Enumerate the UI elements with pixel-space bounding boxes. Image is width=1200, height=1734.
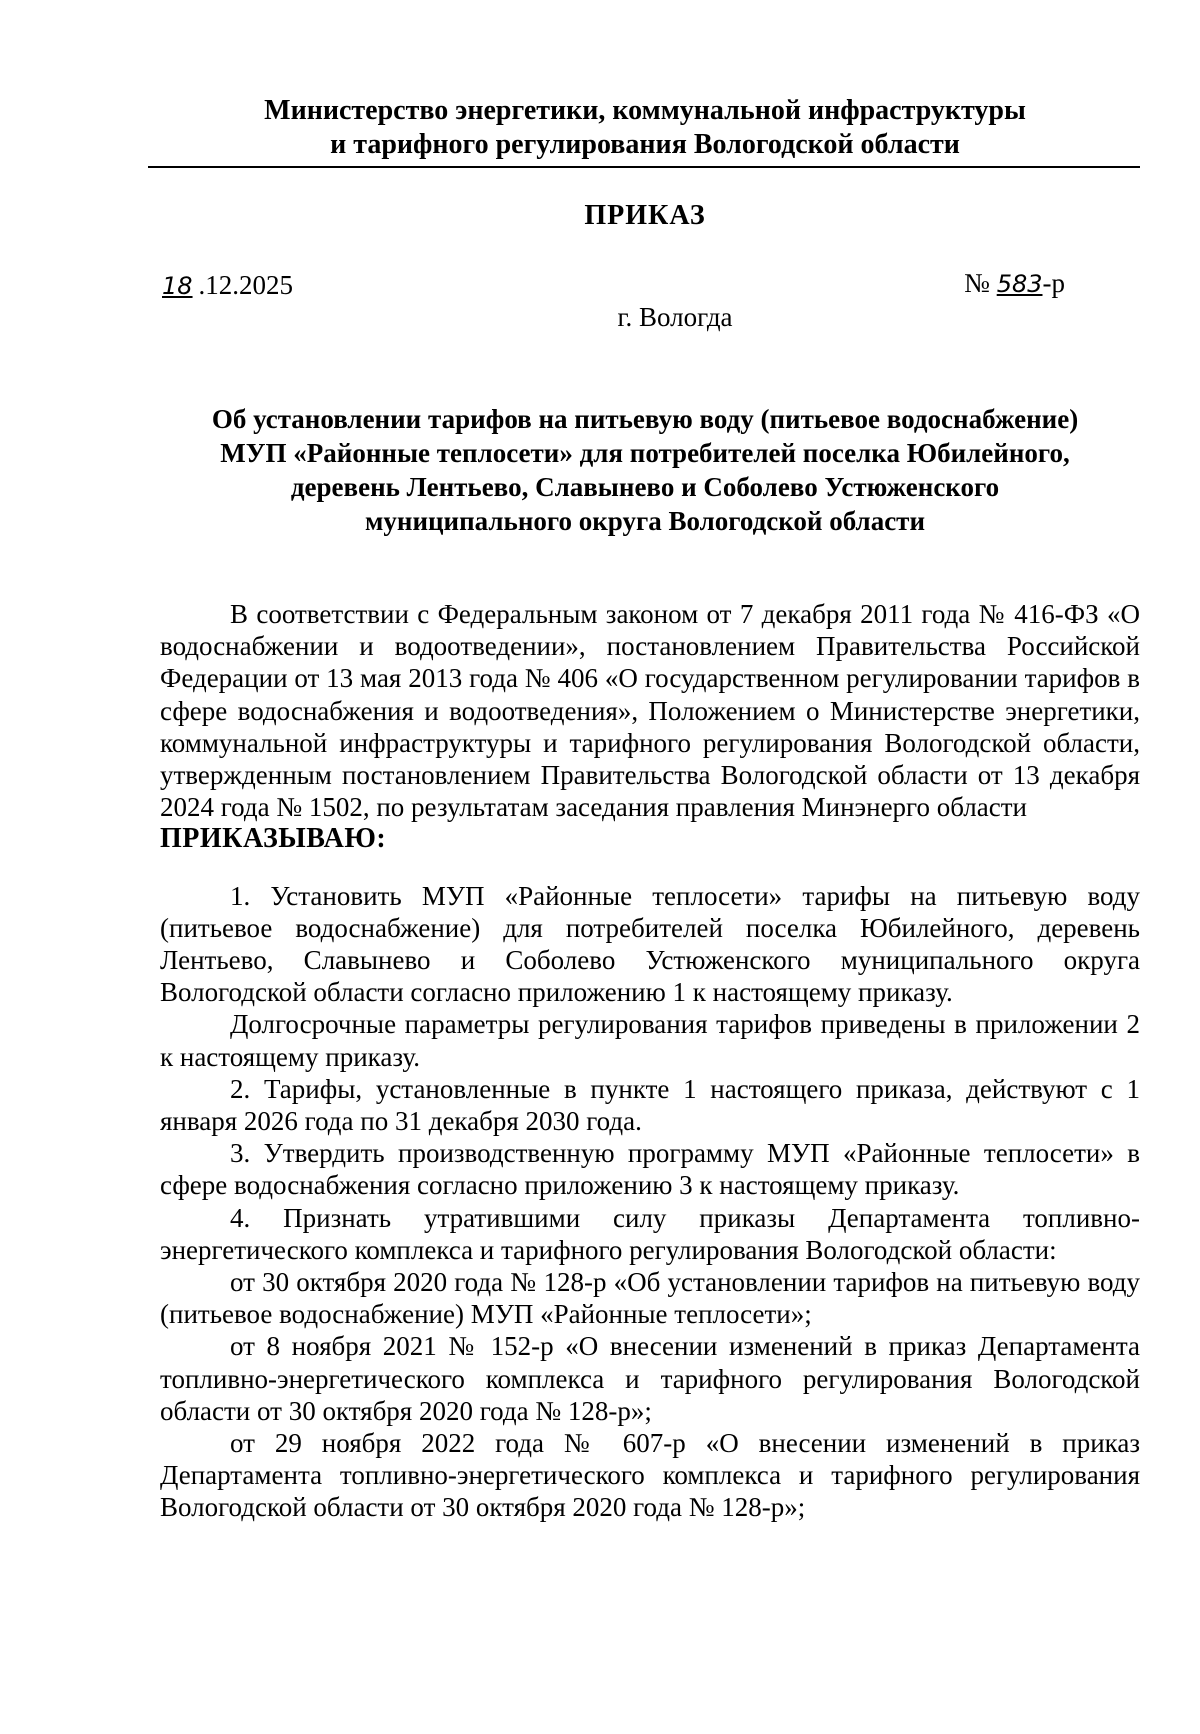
order-title-line: МУП «Районные теплосети» для потребителей поселка Юбилейного, bbox=[220, 438, 1070, 468]
order-paragraph: 1. Установить МУП «Районные теплосети» тарифы на питьевую воду (питьевое водоснабжение) для потребителей поселка Юбилейного, деревень Лентьево, Славынево и Соболево Устюженского муниципального округа Вологодской области согласно приложению 1 к настоящему приказу. bbox=[160, 880, 1140, 1008]
issue-city: г. Вологда bbox=[617, 302, 733, 332]
order-date-rest: .12.2025 bbox=[198, 270, 294, 300]
order-title-line: муниципального округа Вологодской области bbox=[365, 506, 925, 536]
order-date-day: 18 bbox=[162, 272, 193, 300]
order-paragraph: Долгосрочные параметры регулирования тарифов приведены в приложении 2 к настоящему приказу. bbox=[160, 1009, 1140, 1072]
ministry-header-line-1: Министерство энергетики, коммунальной инфраструктуры bbox=[264, 95, 1026, 126]
ministry-header-line-2: и тарифного регулирования Вологодской области bbox=[330, 129, 960, 160]
order-paragraph: от 8 ноября 2021 № 152-р «О внесении изменений в приказ Департамента топливно-энергетического комплекса и тарифного регулирования Вологодской области от 30 октября 2020 года № 128-р»; bbox=[160, 1331, 1140, 1426]
order-paragraph: 3. Утвердить производственную программу МУП «Районные теплосети» в сфере водоснабжения согласно приложению 3 к настоящему приказу. bbox=[160, 1138, 1140, 1201]
order-paragraph: от 30 октября 2020 года № 128-р «Об установлении тарифов на питьевую воду (питьевое водоснабжение) МУП «Районные теплосети»; bbox=[160, 1267, 1140, 1330]
order-title-line: деревень Лентьево, Славынево и Соболево Устюженского bbox=[290, 472, 1000, 502]
order-number bbox=[964, 268, 1065, 299]
order-paragraph: 4. Признать утратившими силу приказы Департамента топливно-энергетического комплекса и тарифного регулирования Вологодской области: bbox=[160, 1202, 1140, 1265]
order-body bbox=[160, 598, 1140, 1524]
order-directive-word: ПРИКАЗЫВАЮ: bbox=[160, 823, 387, 855]
header-divider bbox=[148, 166, 1140, 168]
order-title-line: Об установлении тарифов на питьевую воду (питьевое водоснабжение) bbox=[211, 404, 1079, 434]
document-type: ПРИКАЗ bbox=[584, 200, 706, 231]
preamble-paragraph: В соответствии с Федеральным законом от 7 декабря 2011 года № 416-ФЗ «О водоснабжении и водоотведении», постановлением Правительства Российской Федерации от 13 мая 2013 года № 406 «О государственном регулировании тарифов в сфере водоснабжения и водоотведения», Положением о Министерстве энергетики, коммунальной инфраструктуры и тарифного регулирования Вологодской области, утвержденным постановлением Правительства Вологодской области от 13 декабря 2024 года № 1502, по результатам заседания правления Минэнерго области bbox=[160, 599, 1140, 823]
order-date bbox=[160, 270, 293, 301]
order-number-prefix: № bbox=[964, 268, 990, 298]
order-number-value: 583 bbox=[996, 270, 1043, 298]
order-number-suffix: -р bbox=[1042, 268, 1065, 298]
order-paragraph: от 29 ноября 2022 года № 607-р «О внесении изменений в приказ Департамента топливно-энергетического комплекса и тарифного регулирования Вологодской области от 30 октября 2020 года № 128-р»; bbox=[160, 1428, 1140, 1523]
ministry-header bbox=[150, 94, 1140, 162]
order-title bbox=[150, 402, 1140, 538]
order-paragraph: 2. Тарифы, установленные в пункте 1 настоящего приказа, действуют с 1 января 2026 года по 31 декабря 2030 года. bbox=[160, 1073, 1140, 1137]
